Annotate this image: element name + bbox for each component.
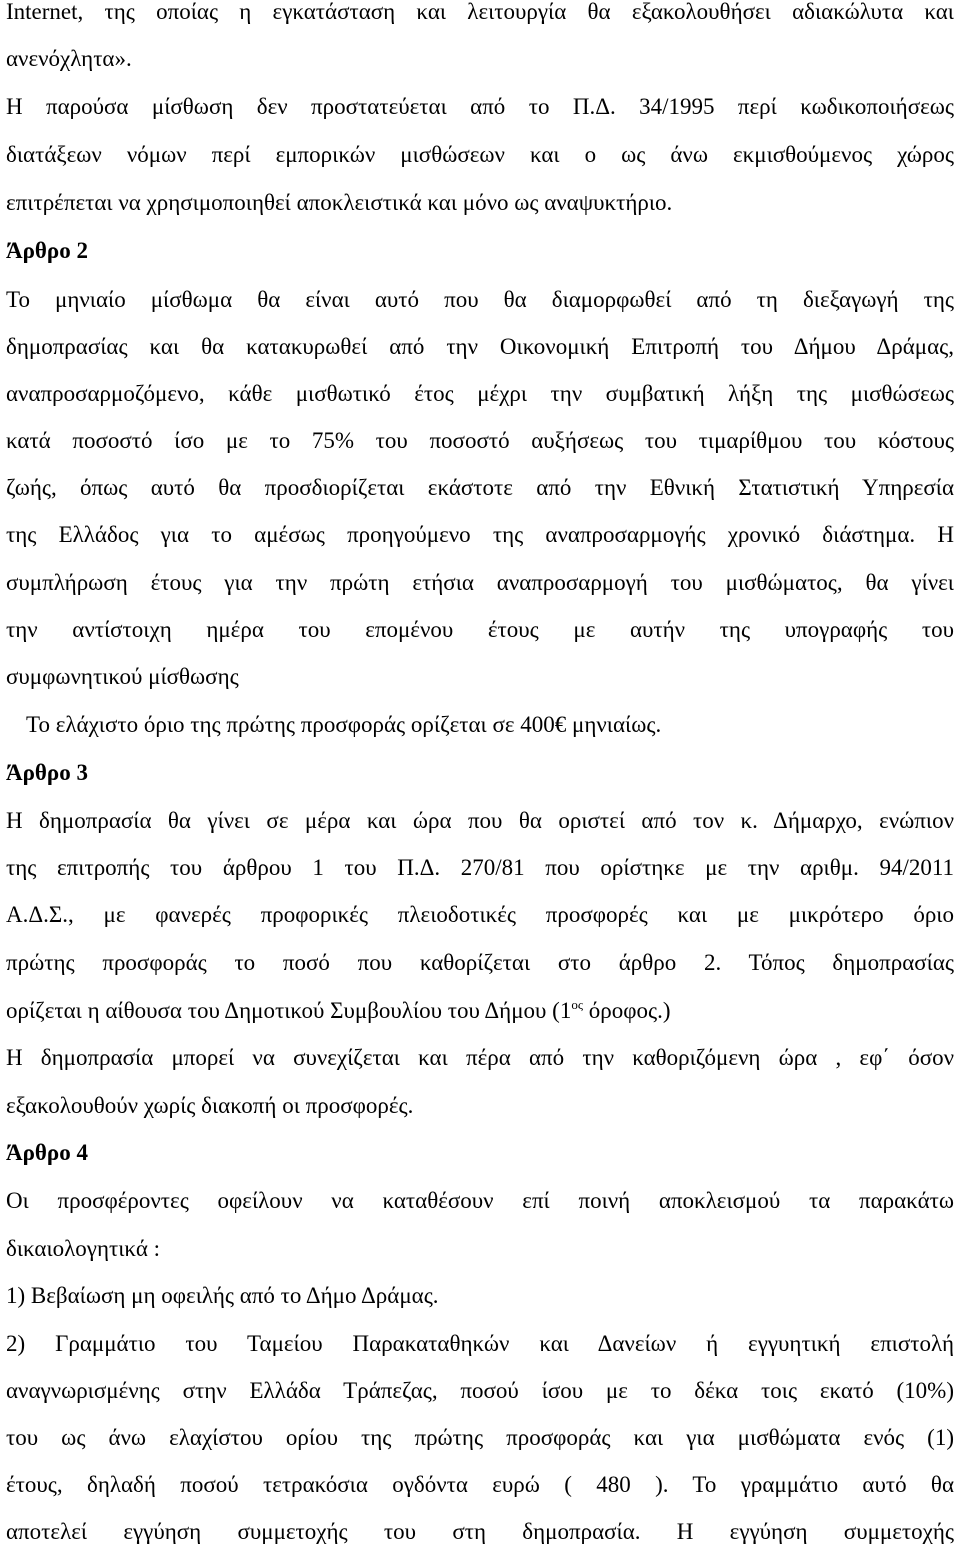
minimum-offer-line: Το ελάχιστο όριο της πρώτης προσφοράς ορίζεται σε 400€ μηνιαίως. <box>26 712 662 737</box>
article-3-line-3: Α.Δ.Σ., με φανερές προφορικές πλειοδοτικές προσφορές και με μικρότερο όριο <box>6 902 954 927</box>
article-4-line-2: δικαιολογητικά : <box>6 1236 161 1261</box>
requirement-item-2-line-3: του ως άνω ελαχίστου ορίου της πρώτης προσφοράς και για μισθώματα ενός (1) <box>6 1425 954 1450</box>
requirement-item-2-line-4: έτους, δηλαδή ποσού τετρακόσια ογδόντα ευρώ ( 480 ). Το γραμμάτιο αυτό θα <box>6 1472 954 1497</box>
article-2-line-4: κατά ποσοστό ίσο με το 75% του ποσοστό αυξήσεως του τιμαρίθμου του κόστους <box>6 428 954 453</box>
intro-line-1: Internet, της οποίας η εγκατάσταση και λειτουργία θα εξακολουθήσει αδιακώλυτα και <box>6 0 954 24</box>
article-2-line-6: της Ελλάδος για το αμέσως προηγούμενο της αναπροσαρμογής χρονικό διάστημα. Η <box>6 522 954 547</box>
floor-ordinal-superscript: ος <box>571 997 583 1012</box>
article-3-line-5-start: ορίζεται η αίθουσα του Δημοτικού Συμβουλίου του Δήμου (1 <box>6 998 572 1023</box>
intro-line-3: Η παρούσα μίσθωση δεν προστατεύεται από το Π.Δ. 34/1995 περί κωδικοποιήσεως <box>6 94 954 119</box>
article-2-line-9: συμφωνητικού μίσθωσης <box>6 664 239 689</box>
article-2-line-8: την αντίστοιχη ημέρα του επομένου έτους με αυτήν της υπογραφής του <box>6 617 954 642</box>
article-3-line-5-end: όροφος.) <box>583 998 671 1023</box>
article-3-line-7: εξακολουθούν χωρίς διακοπή οι προσφορές. <box>6 1093 414 1118</box>
intro-line-4: διατάξεων νόμων περί εμπορικών μισθώσεων και ο ως άνω εκμισθούμενος χώρος <box>6 142 954 167</box>
article-2-line-7: συμπλήρωση έτους για την πρώτη ετήσια αναπροσαρμογή του μισθώματος, θα γίνει <box>6 570 954 595</box>
article-2-heading: Άρθρο 2 <box>6 238 88 263</box>
article-2-line-1: Το μηνιαίο μίσθωμα θα είναι αυτό που θα διαμορφωθεί από τη διεξαγωγή της <box>6 287 954 312</box>
article-2-line-3: αναπροσαρμοζόμενο, κάθε μισθωτικό έτος μέχρι την συμβατική λήξη της μισθώσεως <box>6 381 954 406</box>
requirement-item-2-line-5: αποτελεί εγγύηση συμμετοχής του στη δημοπρασία. Η εγγύηση συμμετοχής <box>6 1519 954 1544</box>
intro-line-5: επιτρέπεται να χρησιμοποιηθεί αποκλειστικά και μόνο ως αναψυκτήριο. <box>6 190 673 215</box>
article-4-heading: Άρθρο 4 <box>6 1140 88 1165</box>
article-3-line-2: της επιτροπής του άρθρου 1 του Π.Δ. 270/81 που ορίστηκε με την αριθμ. 94/2011 <box>6 855 954 880</box>
article-2-line-5: ζωής, όπως αυτό θα προσδιορίζεται εκάστοτε από την Εθνική Στατιστική Υπηρεσία <box>6 475 954 500</box>
article-2-line-2: δημοπρασίας και θα κατακυρωθεί από την Οικονομική Επιτροπή του Δήμου Δράμας, <box>6 334 954 359</box>
article-4-line-1: Οι προσφέροντες οφείλουν να καταθέσουν επί ποινή αποκλεισμού τα παρακάτω <box>6 1188 954 1213</box>
requirement-item-2-line-2: αναγνωρισμένης στην Ελλάδα Τράπεζας, ποσού ίσου με το δέκα τοις εκατό (10%) <box>6 1378 954 1403</box>
requirement-item-2-line-1: 2) Γραμμάτιο του Ταμείου Παρακαταθηκών και Δανείων ή εγγυητική επιστολή <box>6 1331 954 1356</box>
article-3-line-6: Η δημοπρασία μπορεί να συνεχίζεται και πέρα από την καθοριζόμενη ώρα , εφ΄ όσον <box>6 1045 954 1070</box>
article-3-line-5 <box>6 996 954 1026</box>
requirement-item-1: 1) Βεβαίωση μη οφειλής από το Δήμο Δράμας. <box>6 1283 439 1308</box>
article-3-line-4: πρώτης προσφοράς το ποσό που καθορίζεται στο άρθρο 2. Τόπος δημοπρασίας <box>6 950 954 975</box>
intro-line-2: ανενόχλητα». <box>6 46 132 71</box>
article-3-line-1: Η δημοπρασία θα γίνει σε μέρα και ώρα που θα οριστεί από τον κ. Δήμαρχο, ενώπιον <box>6 808 954 833</box>
article-3-heading: Άρθρο 3 <box>6 760 88 785</box>
